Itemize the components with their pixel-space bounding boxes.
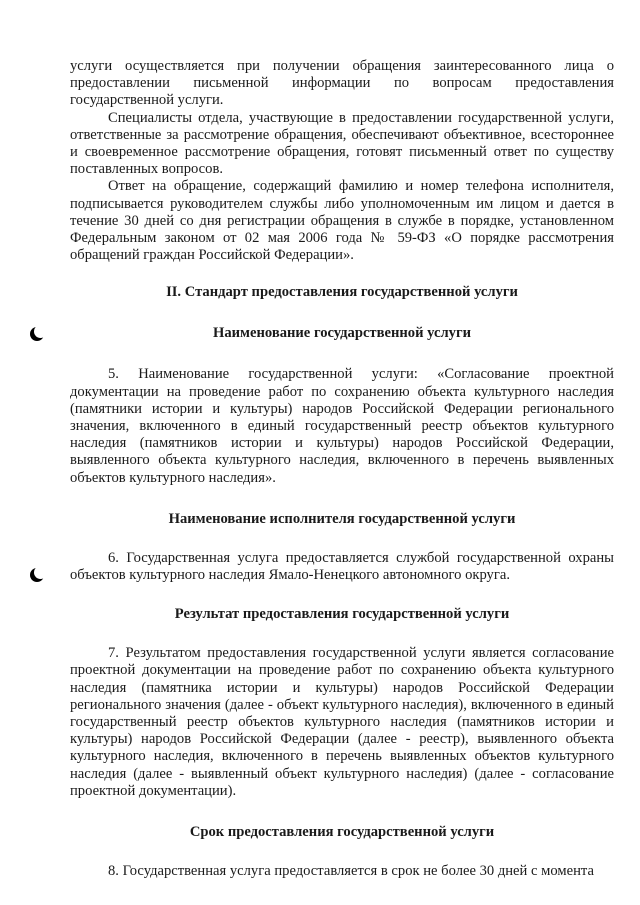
heading-result: Результат предоставления государственной услуги <box>174 606 510 623</box>
paragraph-7: 7. Результатом предоставления государственной услуги является согласование проектной документации на проведение работ по сохранению объекта культурного наследия (памятника истории и культуры) народов Российской Федерации регионального значения (далее - объект культурного наследия), включенного в единый государственный реестр объектов культурного наследия (памятников истории и культуры) народов Российской Федерации (далее - реестр), выявленного объекта культурного наследия, включенного в перечень выявленных объектов культурного наследия (далее - выявленный объект культурного наследия) (далее - согласование проектной документации). <box>70 645 614 799</box>
paragraph-specialists: Специалисты отдела, участвующие в предоставлении государственной услуги, ответственные за рассмотрение обращения, обеспечивают объективное, всестороннее и своевременное рассмотрение обращения, готовят письменный ответ по существу поставленных вопросов. <box>70 109 614 178</box>
hole-punch-mark-bottom <box>30 568 44 582</box>
heading-executor: Наименование исполнителя государственной услуги <box>168 510 516 527</box>
paragraph-8: 8. Государственная услуга предоставляется в срок не более 30 дней с момента <box>108 863 594 880</box>
heading-term: Срок предоставления государственной услуги <box>189 824 495 841</box>
document-page <box>70 58 614 880</box>
paragraph-6: 6. Государственная услуга предоставляется службой государственной охраны объектов культурного наследия Ямало-Ненецкого автономного округа. <box>70 549 614 584</box>
paragraph-continuation: услуги осуществляется при получении обращения заинтересованного лица о предоставлении письменной информации по вопросам предоставления государственной услуги. <box>70 58 614 109</box>
hole-punch-mark-top <box>30 327 44 341</box>
paragraph-response: Ответ на обращение, содержащий фамилию и номер телефона исполнителя, подписывается руководителем службы либо уполномоченным им лицом и дается в течение 30 дней со дня регистрации обращения в службе в порядке, установленном Федеральным законом от 02 мая 2006 года № 59-ФЗ «О порядке рассмотрения обращений граждан Российской Федерации». <box>70 178 614 264</box>
section-heading-standard: II. Стандарт предоставления государственной услуги <box>166 284 518 301</box>
heading-service-name: Наименование государственной услуги <box>213 325 471 342</box>
paragraph-5: 5. Наименование государственной услуги: «Согласование проектной документации на проведение работ по сохранению объекта культурного наследия (памятники истории и культуры) народов Российской Федерации регионального значения, включенного в единый государственный реестр объектов культурного наследия (памятников истории и культуры) народов Российской Федерации, выявленного объекта культурного наследия, включенного в перечень выявленных объектов культурного наследия». <box>70 366 614 486</box>
